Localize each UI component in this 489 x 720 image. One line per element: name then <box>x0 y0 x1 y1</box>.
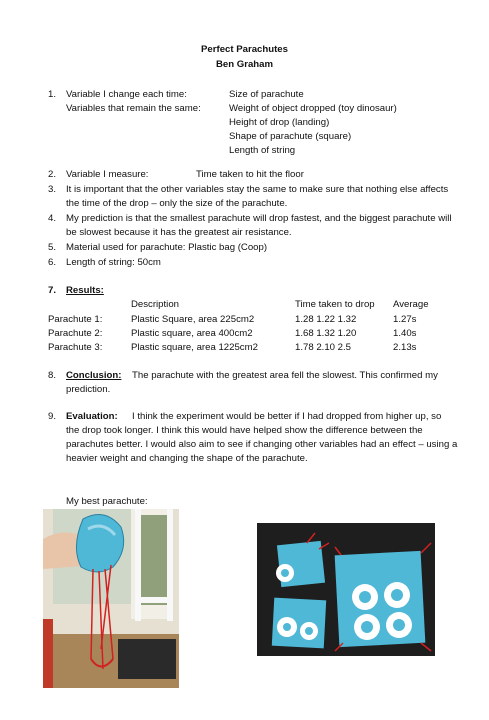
document-author: Ben Graham <box>215 59 274 70</box>
evaluation-line-1: I think the experiment would be better if I had dropped from higher up, so <box>132 411 442 422</box>
item-6-number: 6. <box>48 257 57 268</box>
results-heading: Results: <box>66 285 104 296</box>
same-variables-label: Variables that remain the same: <box>66 103 201 114</box>
row-2-label: Parachute 2: <box>48 328 103 339</box>
row-2-times: 1.68 1.32 1.20 <box>295 328 357 339</box>
conclusion-line-1: The parachute with the greatest area fell the slowest. This confirmed my <box>132 370 438 381</box>
item-4-number: 4. <box>48 213 57 224</box>
header-time: Time taken to drop <box>295 299 375 310</box>
string-length-text: Length of string: 50cm <box>66 257 161 268</box>
row-2-average: 1.40s <box>393 328 417 339</box>
evaluation-label: Evaluation: <box>66 411 118 422</box>
change-variable-value: Size of parachute <box>229 89 304 100</box>
evaluation-line-4: heavier weight and changing the shape of the parachute. <box>66 453 308 464</box>
row-1-description: Plastic Square, area 225cm2 <box>131 314 255 325</box>
item-2-number: 2. <box>48 169 57 180</box>
same-variable-2: Height of drop (landing) <box>229 117 330 128</box>
change-variable-label: Variable I change each time: <box>66 89 187 100</box>
results-number: 7. <box>48 285 57 296</box>
row-3-times: 1.78 2.10 2.5 <box>295 342 352 353</box>
same-variable-4: Length of string <box>229 145 296 156</box>
row-3-average: 2.13s <box>393 342 417 353</box>
same-variable-3: Shape of parachute (square) <box>229 131 352 142</box>
parachute-photo-hanging <box>43 509 179 688</box>
item-4-line-1: My prediction is that the smallest parachute will drop fastest, and the biggest parachute will <box>66 213 452 224</box>
row-3-label: Parachute 3: <box>48 342 103 353</box>
row-3-description: Plastic square, area 1225cm2 <box>131 342 258 353</box>
row-1-times: 1.28 1.22 1.32 <box>295 314 357 325</box>
item-3-line-1: It is important that the other variables stay the same to make sure that nothing else affects <box>66 184 449 195</box>
evaluation-line-2: the drop took longer. I think this would have helped show the difference between the <box>66 425 423 436</box>
evaluation-number: 9. <box>48 411 57 422</box>
parachute-photo-laid-out <box>257 523 435 656</box>
conclusion-number: 8. <box>48 370 57 381</box>
document-title: Perfect Parachutes <box>201 44 288 55</box>
item-3-line-2: the time of the drop – only the size of the parachute. <box>66 198 288 209</box>
conclusion-line-2: prediction. <box>66 384 111 395</box>
row-1-average: 1.27s <box>393 314 417 325</box>
conclusion-label: Conclusion: <box>66 370 122 381</box>
item-1-number: 1. <box>48 89 57 100</box>
item-3-number: 3. <box>48 184 57 195</box>
best-parachute-label: My best parachute: <box>66 496 148 507</box>
measure-variable-value: Time taken to hit the floor <box>196 169 304 180</box>
row-2-description: Plastic square, area 400cm2 <box>131 328 253 339</box>
same-variable-1: Weight of object dropped (toy dinosaur) <box>229 103 397 114</box>
material-text: Material used for parachute: Plastic bag (Coop) <box>66 242 268 253</box>
header-average: Average <box>393 299 429 310</box>
item-5-number: 5. <box>48 242 57 253</box>
header-description: Description <box>131 299 179 310</box>
evaluation-line-3: parachutes better. I would also aim to see if changing other variables had an effect – using a <box>66 439 458 450</box>
row-1-label: Parachute 1: <box>48 314 103 325</box>
measure-variable-label: Variable I measure: <box>66 169 149 180</box>
item-4-line-2: be slowest because it has the greatest air resistance. <box>66 227 292 238</box>
